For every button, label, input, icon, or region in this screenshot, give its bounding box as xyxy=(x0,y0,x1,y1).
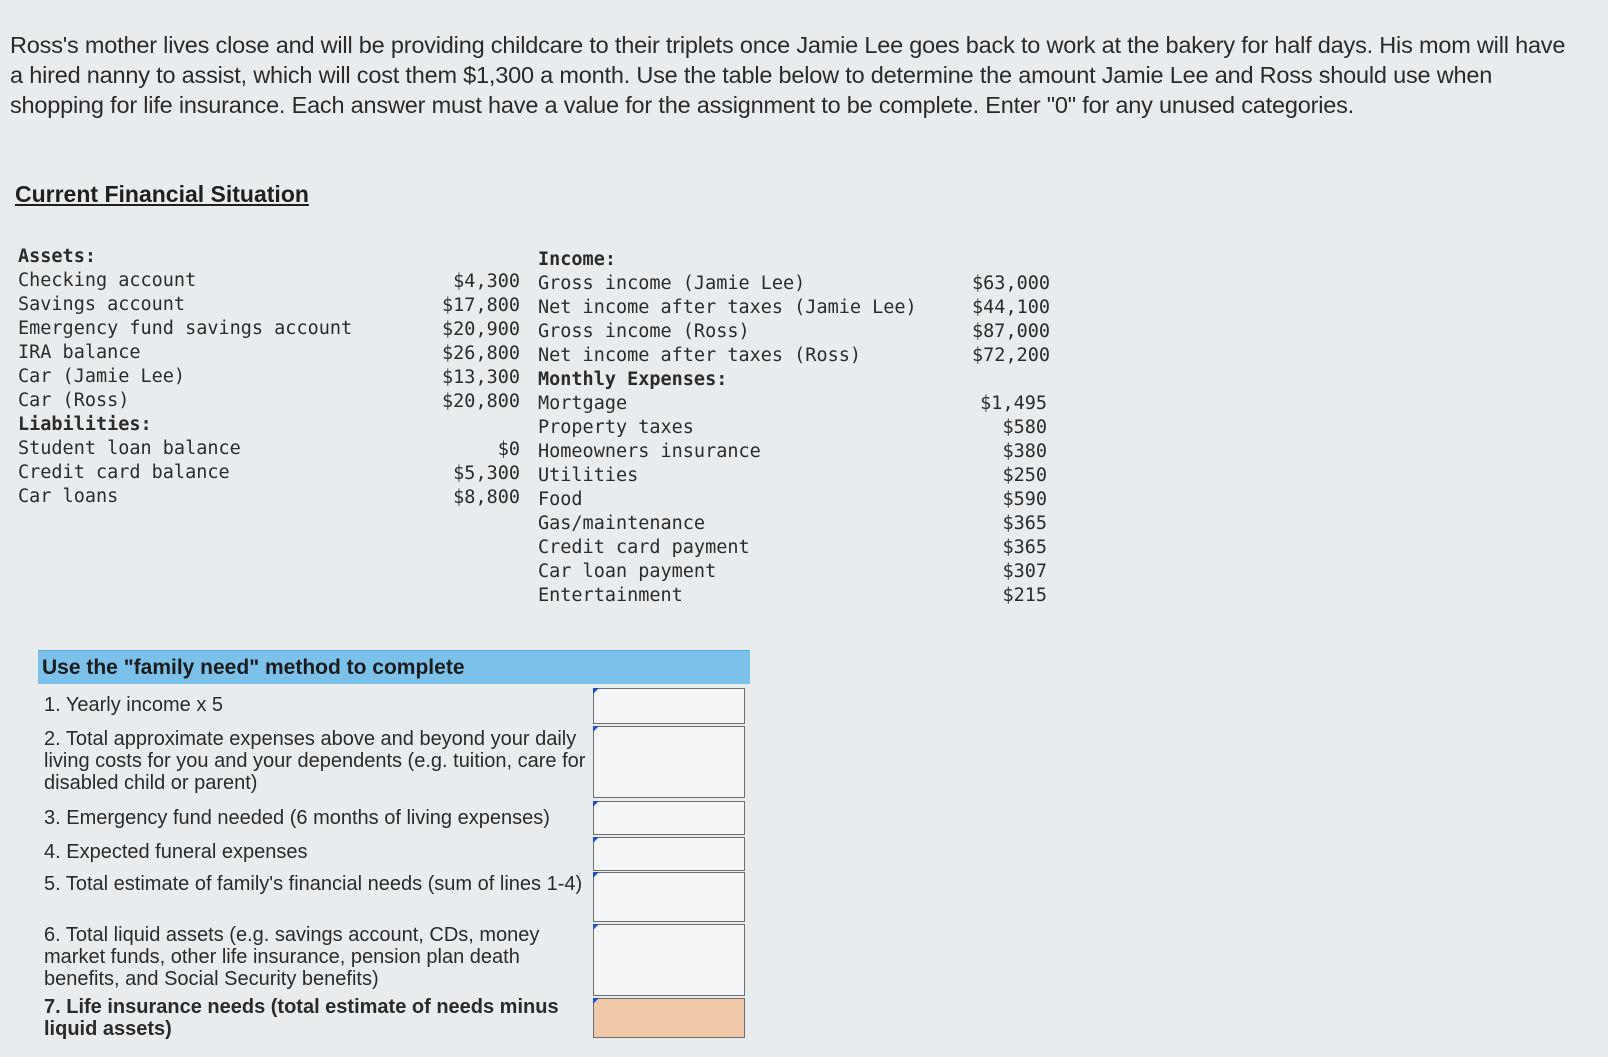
liability-label: Car loans xyxy=(18,486,119,507)
expense-value: $365 xyxy=(1002,537,1047,558)
liabilities-heading: Liabilities: xyxy=(18,414,152,435)
step-1-label: 1. Yearly income x 5 xyxy=(44,694,223,716)
income-label: Net income after taxes (Jamie Lee) xyxy=(538,297,917,318)
expense-value: $365 xyxy=(1002,513,1047,534)
assets-heading: Assets: xyxy=(18,246,96,267)
income-value: $63,000 xyxy=(972,273,1050,294)
expense-value: $1,495 xyxy=(980,393,1047,414)
asset-label: Car (Jamie Lee) xyxy=(18,366,186,387)
step-5-label: 5. Total estimate of family's financial needs (sum of lines 1-4) xyxy=(44,873,583,895)
expense-label: Entertainment xyxy=(538,585,683,606)
step-7-input[interactable] xyxy=(594,999,744,1037)
step-4-input[interactable] xyxy=(594,838,744,870)
step-7-label: 7. Life insurance needs (total estimate of needs minus liquid assets) xyxy=(44,996,559,1040)
expense-value: $307 xyxy=(1002,561,1047,582)
step-6-label: 6. Total liquid assets (e.g. savings account, CDs, money market funds, other life insurance, pension plan death benefits, and Social Security benefits) xyxy=(44,924,540,990)
asset-value: $26,800 xyxy=(442,343,520,364)
expense-label: Gas/maintenance xyxy=(538,513,706,534)
section-title: Current Financial Situation xyxy=(15,181,309,207)
liability-label: Student loan balance xyxy=(18,438,241,459)
income-value: $44,100 xyxy=(972,297,1050,318)
step-3-input[interactable] xyxy=(594,802,744,834)
liability-value: $8,800 xyxy=(453,487,520,508)
step-6-answer-box[interactable] xyxy=(593,924,745,996)
step-2-input[interactable] xyxy=(594,727,744,797)
liability-value: $0 xyxy=(497,439,520,460)
income-label: Gross income (Jamie Lee) xyxy=(538,273,806,294)
expense-label: Food xyxy=(538,489,583,510)
step-4-answer-box[interactable] xyxy=(593,837,745,871)
step-4-label: 4. Expected funeral expenses xyxy=(44,841,308,863)
income-value: $87,000 xyxy=(972,321,1050,342)
step-2-answer-box[interactable] xyxy=(593,726,745,798)
expense-value: $590 xyxy=(1002,489,1047,510)
asset-value: $17,800 xyxy=(442,295,520,316)
life-insurance-needs-result-box[interactable] xyxy=(593,998,745,1038)
expense-value: $250 xyxy=(1002,465,1047,486)
worksheet-header: Use the "family need" method to complete xyxy=(38,650,750,684)
step-2-label: 2. Total approximate expenses above and beyond your daily living costs for you and your dependents (e.g. tuition, care for disabled child or parent) xyxy=(44,728,586,794)
asset-value: $20,900 xyxy=(442,319,520,340)
step-1-input[interactable] xyxy=(594,689,744,723)
expenses-heading: Monthly Expenses: xyxy=(538,369,728,390)
family-need-worksheet xyxy=(38,650,750,1040)
step-3-label: 3. Emergency fund needed (6 months of living expenses) xyxy=(44,807,550,829)
assets-values-column xyxy=(400,270,520,510)
asset-value: $20,800 xyxy=(442,391,520,412)
asset-value: $13,300 xyxy=(442,367,520,388)
assets-labels-column xyxy=(18,245,352,509)
expense-values-column xyxy=(925,392,1047,608)
expense-label: Credit card payment xyxy=(538,537,750,558)
expense-value: $380 xyxy=(1002,441,1047,462)
expense-value: $580 xyxy=(1002,417,1047,438)
expense-value: $215 xyxy=(1002,585,1047,606)
liability-value: $5,300 xyxy=(453,463,520,484)
step-5-answer-box[interactable] xyxy=(593,872,745,922)
expense-label: Car loan payment xyxy=(538,561,717,582)
step-6-input[interactable] xyxy=(594,925,744,995)
expense-label: Mortgage xyxy=(538,393,628,414)
asset-label: Savings account xyxy=(18,294,186,315)
step-1-answer-box[interactable] xyxy=(593,688,745,724)
expense-label: Homeowners insurance xyxy=(538,441,761,462)
expense-label: Utilities xyxy=(538,465,639,486)
asset-label: IRA balance xyxy=(18,342,141,363)
expense-label: Property taxes xyxy=(538,417,694,438)
asset-value: $4,300 xyxy=(453,271,520,292)
asset-label: Car (Ross) xyxy=(18,390,130,411)
blank-row xyxy=(400,414,520,438)
asset-label: Checking account xyxy=(18,270,197,291)
income-label: Gross income (Ross) xyxy=(538,321,750,342)
income-heading: Income: xyxy=(538,249,616,270)
step-3-answer-box[interactable] xyxy=(593,801,745,835)
instructions-text: Ross's mother lives close and will be providing childcare to their triplets once Jamie Lee goes back to work at the bakery for half days. His mom will have a hired nanny to assist, which will cost them $1,300 a month. Use the table below to determine the amount Jamie Lee and Ross should use when shopping for life insurance. Each answer must have a value for the assignment to be complete. Enter "0" for any unused categories. xyxy=(10,32,1566,118)
income-values-column xyxy=(925,272,1050,368)
income-label: Net income after taxes (Ross) xyxy=(538,345,862,366)
income-labels-column xyxy=(538,248,917,608)
step-5-input[interactable] xyxy=(594,873,744,921)
asset-label: Emergency fund savings account xyxy=(18,318,353,339)
liability-label: Credit card balance xyxy=(18,462,230,483)
income-value: $72,200 xyxy=(972,345,1050,366)
